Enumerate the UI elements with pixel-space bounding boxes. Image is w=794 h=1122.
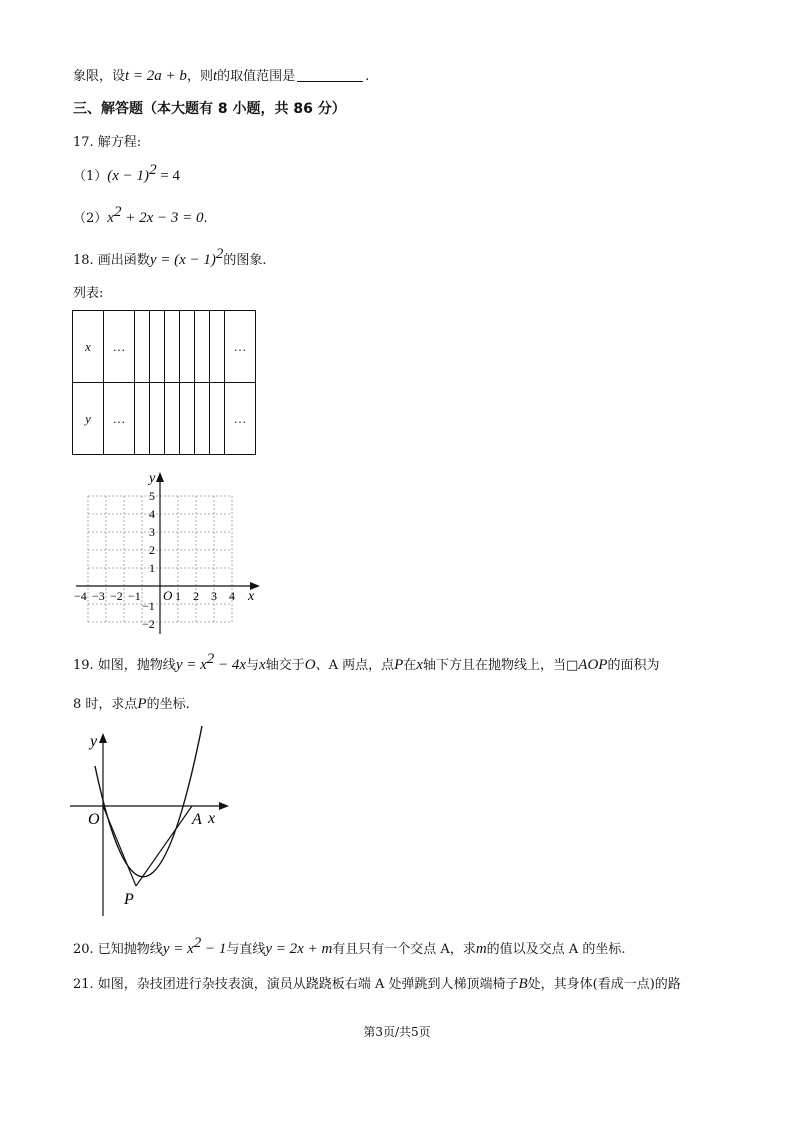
q19-line2: 8 时，求点P的坐标. [73,696,190,712]
x-axis-label: x [248,589,255,604]
point-O-label: O [88,811,100,828]
y-axis-label: y [90,733,98,750]
x-tick-label: 1 [175,589,181,603]
y-tick-label: 5 [149,489,155,503]
q17-part2: $(2)x^2 + 2x - 3 = 0$. [73,204,208,226]
value-table [72,310,256,455]
x-tick-label: −4 [74,589,87,603]
y-tick-label: 4 [149,507,155,521]
section-title: 三、解答题（本大题有 8 小题，共 86 分） [73,101,346,117]
x-axis-label: x [208,810,216,827]
x-tick-label: −3 [92,589,105,603]
table-row [73,311,256,383]
table-cell[interactable]: … [104,311,135,383]
table-head-y: y [73,383,104,455]
q19-line1: 19. 如图，抛物线$y = x^2 - 4x$与x轴交于O、A 两点，点P在x轴下方且在抛物线上，当□AOP的面积为 [73,651,660,673]
y-tick-labels [142,489,155,631]
y-tick-label: 3 [149,525,155,539]
table-cell[interactable] [180,383,195,455]
q20-text: 20. 已知抛物线$y = x^2 - 1$与直线y = 2x + m有且只有一个交点 A，求m的值以及交点 A 的坐标. [73,935,626,957]
y-axis-label: y [149,471,156,486]
table-cell[interactable]: … [225,383,256,455]
q18-title: 18. 画出函数$y = (x - 1)^2$的图象. [73,246,267,268]
y-tick-label: −1 [142,599,155,613]
q17-part1: $(1)(x - 1)^2 = 4$ [73,162,181,184]
y-axis-arrow-icon [156,472,164,482]
point-P-label: P [124,891,134,908]
q17-title: 17. 解方程: [73,135,142,150]
table-cell[interactable] [210,383,225,455]
x-tick-label: 2 [193,589,199,603]
table-cell[interactable] [210,311,225,383]
table-cell[interactable] [165,383,180,455]
prev-question-tail: 象限，设t = 2a + b，则t的取值范围是 . [73,68,370,84]
point-A-label: A [192,811,202,828]
y-axis-arrow-icon [99,733,107,743]
x-tick-label: −1 [128,589,141,603]
q18-list-label: 列表: [73,286,104,301]
table-cell[interactable] [165,311,180,383]
table-cell[interactable] [195,383,210,455]
parabola-curve [95,726,202,877]
q21-text: 21. 如图，杂技团进行杂技表演，演员从跷跷板右端 A 处弹跳到人梯顶端椅子B处，其身体(看成一点)的路 [73,976,681,992]
coordinate-grid [70,462,270,640]
table-cell[interactable] [180,311,195,383]
y-tick-label: −2 [142,617,155,631]
segment-PA [136,806,192,886]
table-cell[interactable] [135,311,150,383]
table-head-x: x [73,311,104,383]
x-tick-label: −2 [110,589,123,603]
answer-blank[interactable] [297,67,363,82]
page-footer: 第3页/共5页 [363,1025,431,1039]
x-axis-arrow-icon [219,802,229,810]
table-cell[interactable] [150,311,165,383]
y-tick-label: 2 [149,543,155,557]
segment-OP [103,806,136,886]
table-cell[interactable]: … [225,311,256,383]
table-cell[interactable] [135,383,150,455]
table-row [73,383,256,455]
origin-label: O [163,588,173,603]
table-cell[interactable]: … [104,383,135,455]
x-tick-label: 3 [211,589,217,603]
x-tick-label: 4 [229,589,235,603]
table-cell[interactable] [195,311,210,383]
y-tick-label: 1 [149,561,155,575]
table-cell[interactable] [150,383,165,455]
parabola-figure [66,726,236,922]
